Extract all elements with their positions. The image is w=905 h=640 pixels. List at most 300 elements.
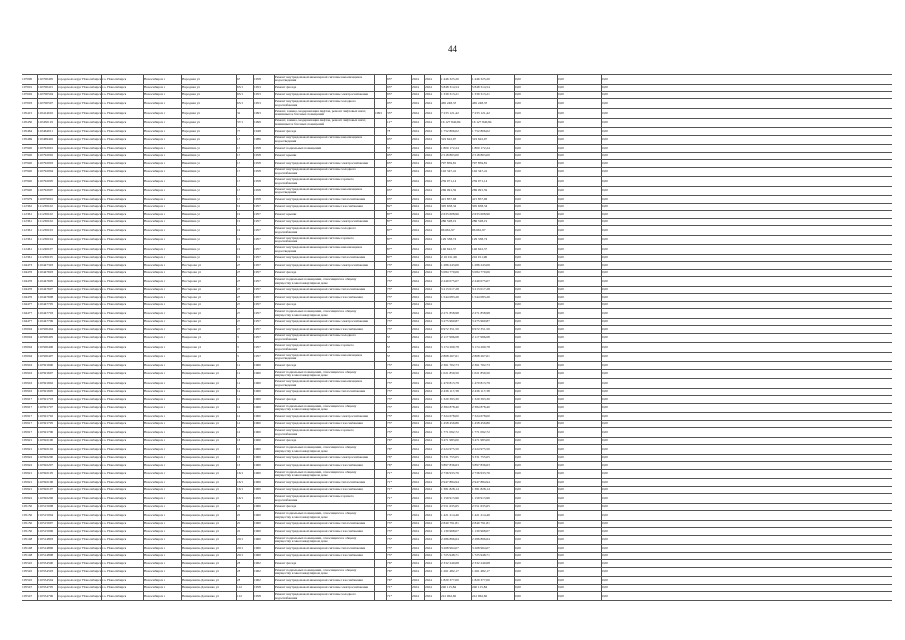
table-row [22,420,892,427]
cell-house-id: 105004 [22,327,33,331]
cell-municipality: городской округ Новосибирск [58,327,102,331]
cell-owner-cost: 0,00 [558,111,564,115]
cell-total-cost: 241 962,60 [441,594,457,598]
cell-settlement: г.о. Новосибирск [102,456,127,460]
table-row [22,84,892,91]
cell-plan-start: 2024 [412,238,419,242]
cell-owner-cost: 0,00 [558,345,564,349]
cell-wear: 71* [387,480,393,484]
cell-settlement: г.о. Новосибирск [102,102,127,106]
cell-year-built: 1960 [254,554,261,558]
cell-total-cost: 797 859,81 [441,161,457,165]
cell-settlement: г.о. Новосибирск [102,554,127,558]
cell-plan-end: 2024 [425,197,432,201]
cell-other-cost: 0,00 [602,480,608,484]
cell-year-built: 1960 [254,390,261,394]
cell-city: Новосибирск г [144,522,166,526]
cell-street: Никитина ул [182,220,201,224]
column-divider [374,74,375,601]
table-row [22,478,892,485]
cell-work-type: Ремонт внутридомовой инженерной системы теплоснабжения [275,480,366,484]
cell-building: 16 [237,447,241,451]
cell-building: 16 [237,463,241,467]
cell-fund-cost: 1 458 456,86 [472,422,490,426]
cell-work-type: Ремонт внутридомовой инженерной системы электроснабжения [275,220,368,224]
cell-other-cost: 0,00 [602,382,608,385]
cell-budget-cost: 0,00 [515,102,521,106]
cell-street: Немировича-Данченко ул [182,472,219,476]
cell-plan-end: 2024 [425,129,432,133]
cell-other-cost: 0,00 [602,390,608,394]
cell-plan-end: 2024 [425,355,432,359]
cell-settlement: г.о. Новосибирск [102,363,127,367]
cell-city: Новосибирск г [144,496,166,500]
cell-fund-cost: 3 174 299,78 [472,345,490,349]
cell-plan-end: 2024 [425,447,432,451]
cell-work-type: Ремонт внутридомовой инженерной системы газоснабжения [275,554,363,558]
cell-work-type: Ремонт внутридомовой инженерной системы горячего водоснабжения [275,236,354,244]
cell-total-cost: 1 771 092,72 [441,430,459,434]
cell-owner-cost: 0,00 [558,256,564,260]
cell-work-type: Ремонт внутридомовой инженерной системы электроснабжения [275,263,368,267]
table-row [22,167,892,177]
cell-year-built: 1960 [254,422,261,426]
cell-wear: 75* [387,372,393,376]
cell-building: 16/1 [237,480,244,484]
cell-municipality: городской округ Новосибирск [58,345,102,349]
cell-work-id: 111236102 [38,220,54,224]
cell-work-type: Ремонт фасада [275,561,297,565]
cell-plan-start: 2024 [412,488,419,492]
cell-building: 3 [237,355,239,359]
cell-street: Немировича-Данченко ул [182,522,219,526]
cell-street: Немировича-Данченко ул [182,456,219,460]
cell-plan-start: 2024 [412,271,419,275]
cell-total-cost: 1 159 913,96 [441,496,459,500]
cell-work-type: Ремонт внутридомовой инженерной системы холодного водоснабжения [275,100,357,107]
cell-budget-cost: 0,00 [515,197,521,201]
cell-plan-end: 2024 [425,554,432,558]
cell-wear: 55 [387,146,391,150]
cell-municipality: городской округ Новосибирск [58,77,102,81]
cell-fund-cost: 3 275 960,87 [472,320,490,324]
cell-work-type: Ремонт внутридомовой инженерной системы канализации и водоотведения [275,187,363,195]
cell-year-built: 1999 [254,121,261,125]
cell-fund-cost: 1 470 813,79 [472,382,490,385]
cell-street: Немировича-Данченко ул [182,529,219,533]
cell-fund-cost: 1 446 325,20 [472,77,490,81]
cell-city: Новосибирск г [144,279,166,283]
cell-plan-start: 2024 [412,529,419,533]
cell-settlement: г.о. Новосибирск [102,256,127,260]
cell-plan-end: 2024 [425,522,432,526]
cell-building: 63/1 [237,85,244,89]
cell-fund-cost: 2 633 608,96 [472,212,490,216]
cell-other-cost: 0,00 [602,228,608,232]
cell-owner-cost: 0,00 [558,170,564,174]
cell-budget-cost: 0,00 [515,170,521,174]
cell-municipality: городской округ Новосибирск [58,513,102,517]
cell-plan-start: 2024 [412,390,419,394]
table-row [22,493,892,503]
cell-owner-cost: 0,00 [558,138,564,142]
cell-house-id: 105916 [22,372,33,376]
cell-wear: 71* [387,594,393,598]
cell-work-id: 110700405 [38,77,54,81]
cell-work-type: Ремонт внутридомовой инженерной системы электроснабжения [275,414,368,418]
cell-settlement: г.о. Новосибирск [102,311,127,315]
cell-settlement: г.о. Новосибирск [102,390,127,394]
cell-work-type: Ремонт внутридомовой инженерной системы газоснабжения [275,529,363,533]
cell-street: Немировича-Данченко ул [182,363,219,367]
cell-building: 12 [237,390,241,394]
cell-other-cost: 0,00 [602,430,608,434]
cell-work-type: Ремонт фасада [275,505,297,509]
cell-plan-start: 2024 [412,578,419,582]
cell-city: Новосибирск г [144,570,166,574]
cell-settlement: г.о. Новосибирск [102,129,127,133]
cell-house-id: 105917 [22,406,33,410]
cell-total-cost: 9 972 351,50 [441,327,459,331]
cell-plan-end: 2024 [425,529,432,533]
cell-other-cost: 0,00 [602,529,608,533]
cell-work-id: 110554504 [38,578,54,582]
cell-total-cost: 7 233 121,42 [441,111,459,115]
cell-municipality: городской округ Новосибирск [58,320,102,324]
page-number: 44 [448,44,457,54]
cell-fund-cost: 7 233 121,42 [472,111,490,115]
cell-municipality: городской округ Новосибирск [58,238,102,242]
cell-work-id: 110500404 [38,327,54,331]
cell-fund-cost: 2 551 635,65 [472,505,490,509]
cell-street: Немировича-Данченко ул [182,554,219,558]
cell-plan-start: 2024 [412,513,419,517]
cell-year-built: 1958 [254,179,261,183]
cell-house-id: 105004 [22,345,33,349]
cell-municipality: городской округ Новосибирск [58,146,102,150]
cell-settlement: г.о. Новосибирск [102,522,127,526]
cell-city: Новосибирск г [144,263,166,267]
cell-house-id: 105921 [22,472,33,476]
cell-building: 16/1 [237,472,244,476]
cell-municipality: городской округ Новосибирск [58,397,102,401]
cell-work-id: 110464011 [38,129,54,133]
cell-house-id: 105450 [22,121,33,125]
cell-budget-cost: 0,00 [515,422,521,426]
cell-wear: 82* [387,205,393,209]
cell-city: Новосибирск г [144,561,166,565]
cell-municipality: городской округ Новосибирск [58,212,102,216]
cell-year-built: 1960 [254,430,261,434]
cell-wear: 75* [387,546,393,550]
cell-city: Новосибирск г [144,320,166,324]
cell-other-cost: 0,00 [602,138,608,142]
cell-wear: 95* [387,93,393,97]
cell-fund-cost: 465 248,35 [472,102,488,106]
cell-owner-cost: 0,00 [558,554,564,558]
table-row [22,403,892,413]
cell-city: Новосибирск г [144,170,166,174]
cell-city: Новосибирск г [144,154,166,158]
table-row [22,461,892,468]
table-row [22,159,892,166]
cell-city: Новосибирск г [144,111,166,115]
cell-house-id: 105921 [22,488,33,492]
cell-street: Никитина ул [182,212,201,216]
cell-total-cost: 16 127 840,84 [441,121,461,125]
cell-other-cost: 0,00 [602,263,608,267]
cell-wear: 76* [387,561,393,565]
cell-building: 37/1 [237,121,244,125]
cell-plan-end: 2024 [425,382,432,385]
table-row [22,469,892,479]
cell-budget-cost: 0,00 [515,138,521,142]
cell-settlement: г.о. Новосибирск [102,197,127,201]
cell-city: Новосибирск г [144,345,166,349]
cell-fund-cost: 1 800 172,24 [472,146,490,150]
cell-other-cost: 0,00 [602,513,608,517]
cell-year-built: 1958 [254,146,261,150]
cell-settlement: г.о. Новосибирск [102,422,127,426]
cell-building: 16 [237,439,241,443]
cell-owner-cost: 0,00 [558,320,564,324]
cell-house-id: 107002 [22,93,33,97]
table-row [22,486,892,493]
cell-settlement: г.о. Новосибирск [102,355,127,359]
cell-municipality: городской округ Новосибирск [58,161,102,165]
cell-plan-start: 2024 [412,205,419,209]
cell-settlement: г.о. Новосибирск [102,414,127,418]
cell-house-id: 105921 [22,447,33,451]
cell-total-cost: 3 268 964,07 [441,546,459,550]
cell-street: Народная ул [182,77,200,81]
cell-plan-end: 2024 [425,179,432,183]
table-row [22,437,892,444]
cell-street: Народная ул [182,121,200,125]
cell-total-cost: 3 213 017,28 [441,288,459,292]
cell-year-built: 1986 [254,138,261,142]
cell-plan-end: 2024 [425,146,432,150]
cell-owner-cost: 0,00 [558,85,564,89]
cell-plan-start: 2024 [412,414,419,418]
cell-building: 28 [237,570,241,574]
cell-plan-end: 2024 [425,363,432,367]
cell-year-built: 1960 [254,480,261,484]
cell-owner-cost: 0,00 [558,570,564,574]
cell-budget-cost: 0,00 [515,472,521,476]
cell-street: Народная ул [182,85,200,89]
cell-work-id: 110500405 [38,336,54,340]
cell-city: Новосибирск г [144,129,166,133]
cell-house-id: 104473 [22,263,33,267]
cell-work-type: Ремонт внутридомовой инженерной системы канализации и водоотведения [275,136,363,144]
cell-plan-start: 2024 [412,505,419,509]
cell-fund-cost: 259 971,14 [472,179,488,183]
cell-work-id: 110414010 [38,111,54,115]
cell-work-type: Ремонт внутридомовой инженерной системы горячего водоснабжения [275,343,354,351]
cell-building: 25 [237,295,241,299]
cell-year-built: 1960 [254,439,261,443]
cell-house-id: 105921 [22,439,33,443]
cell-city: Новосибирск г [144,538,166,542]
cell-settlement: г.о. Новосибирск [102,320,127,324]
cell-settlement: г.о. Новосибирск [102,472,127,476]
cell-total-cost: 1 470 813,79 [441,382,459,385]
cell-city: Новосибирск г [144,189,166,193]
cell-street: Никитина ул [182,189,201,193]
cell-wear: 75* [387,554,393,558]
cell-house-id: 107001 [22,85,33,89]
cell-total-cost: 3 897 836,63 [441,463,459,467]
cell-work-type: Ремонт внутридомовой инженерной системы теплоснабжения [275,546,366,550]
cell-work-id: 110515007 [38,522,54,526]
cell-plan-start: 2024 [412,154,419,158]
cell-plan-start: 2024 [412,554,419,558]
cell-other-cost: 0,00 [602,505,608,509]
cell-fund-cost: 129 338,74 [472,238,488,242]
cell-work-type: Ремонт внутридомовой инженерной системы теплоснабжения [275,197,366,201]
cell-total-cost: 2 117 996,68 [441,336,459,340]
cell-work-id: 110979001 [38,197,54,201]
cell-street: Немировича-Данченко ул [182,594,219,598]
cell-total-cost: 2 551 635,65 [441,505,459,509]
cell-settlement: г.о. Новосибирск [102,463,127,467]
cell-plan-start: 2024 [412,220,419,224]
cell-other-cost: 0,00 [602,279,608,283]
cell-plan-end: 2024 [425,121,432,125]
table-row [22,195,892,202]
cell-building: 25 [237,288,241,292]
cell-plan-start: 2024 [412,170,419,174]
cell-city: Новосибирск г [144,146,166,150]
cell-owner-cost: 0,00 [558,578,564,582]
cell-municipality: городской округ Новосибирск [58,355,102,359]
cell-building: 112 [237,594,242,598]
cell-owner-cost: 0,00 [558,414,564,418]
cell-settlement: г.о. Новосибирск [102,505,127,509]
cell-fund-cost: 5 848 314,54 [472,85,490,89]
cell-year-built: 1957 [254,220,261,224]
cell-work-id: 110792003 [38,161,54,165]
cell-house-id: 104476 [22,271,33,275]
cell-municipality: городской округ Новосибирск [58,228,102,232]
cell-owner-cost: 0,00 [558,336,564,340]
column-divider [143,74,144,601]
table-row [22,333,892,343]
cell-municipality: городской округ Новосибирск [58,554,102,558]
cell-total-cost: 2 633 608,96 [441,212,459,216]
table-row [22,510,892,520]
cell-budget-cost: 0,00 [515,311,521,315]
cell-other-cost: 0,00 [602,538,608,542]
cell-plan-end: 2024 [425,488,432,492]
cell-plan-start: 2024 [412,212,419,216]
capital-repair-table [22,74,892,601]
cell-budget-cost: 0,00 [515,382,521,385]
cell-other-cost: 0,00 [602,463,608,467]
cell-fund-cost: 2 224 975,50 [472,447,490,451]
cell-building: 63/1 [237,93,244,97]
cell-other-cost: 0,00 [602,189,608,193]
cell-wear: 76* [387,439,393,443]
cell-street: Нестерова ул [182,279,202,283]
cell-budget-cost: 0,00 [515,480,521,484]
cell-building: 28 [237,578,241,582]
cell-work-id: 110592207 [38,463,54,467]
cell-other-cost: 0,00 [602,256,608,260]
table-row [22,552,892,559]
cell-settlement: г.о. Новосибирск [102,327,127,331]
cell-wear: 87* [387,256,393,260]
cell-total-cost: 7 324 678,00 [441,414,459,418]
cell-plan-start: 2024 [412,522,419,526]
cell-other-cost: 0,00 [602,77,608,81]
cell-total-cost: 1 446 325,20 [441,77,459,81]
cell-work-id: 110500406 [38,345,54,349]
cell-plan-start: 2024 [412,295,419,299]
cell-budget-cost: 0,00 [515,238,521,242]
cell-plan-start: 2024 [412,496,419,500]
cell-house-id: 105004 [22,355,33,359]
cell-settlement: г.о. Новосибирск [102,529,127,533]
cell-municipality: городской округ Новосибирск [58,480,102,484]
cell-street: Нестерова ул [182,320,202,324]
cell-building: 12 [237,382,241,385]
table-row [22,325,892,332]
cell-work-id: 110792004 [38,170,54,174]
cell-house-id: 105469 [22,138,33,142]
table-row [22,388,892,395]
cell-building: 20/1 [237,538,244,542]
cell-work-type: Ремонт крыши [275,212,297,216]
cell-total-cost: 1 261 482,17 [441,570,459,574]
cell-total-cost: 2 271 858,98 [441,311,459,315]
cell-wear: 76* [387,456,393,460]
cell-plan-start: 2024 [412,463,419,467]
cell-other-cost: 0,00 [602,271,608,275]
cell-house-id: 105922 [22,456,33,460]
cell-fund-cost: 1 771 092,72 [472,430,490,434]
cell-plan-end: 2024 [425,472,432,476]
cell-total-cost: 1 286 243,06 [441,263,459,267]
cell-house-id: 105148 [22,538,33,542]
cell-fund-cost: 240 115,84 [472,586,488,590]
cell-wear: 73* [387,320,393,324]
cell-street: Никитина ул [182,161,201,165]
cell-budget-cost: 0,00 [515,288,521,292]
cell-municipality: городской округ Новосибирск [58,263,102,267]
cell-municipality: городской округ Новосибирск [58,594,102,598]
cell-city: Новосибирск г [144,271,166,275]
cell-wear: 73* [387,522,393,526]
cell-year-built: 1958 [254,154,261,158]
cell-budget-cost: 0,00 [515,161,521,165]
cell-year-built: 1957 [254,303,261,307]
cell-municipality: городской округ Новосибирск [58,102,102,106]
cell-settlement: г.о. Новосибирск [102,228,127,232]
cell-municipality: городской округ Новосибирск [58,85,102,89]
cell-fund-cost: 1 320 393,30 [472,397,490,401]
cell-wear: 71* [387,472,393,476]
cell-building: 20 [237,505,241,509]
cell-house-id: 112361 [22,220,33,224]
cell-year-built: 1993 [254,111,261,115]
cell-plan-end: 2024 [425,161,432,165]
cell-fund-cost: 1 286 243,06 [472,263,490,267]
cell-budget-cost: 0,00 [515,463,521,467]
cell-work-type: Ремонт внутридомовой инженерной системы холодного водоснабжения [275,226,357,234]
table-row [22,203,892,210]
